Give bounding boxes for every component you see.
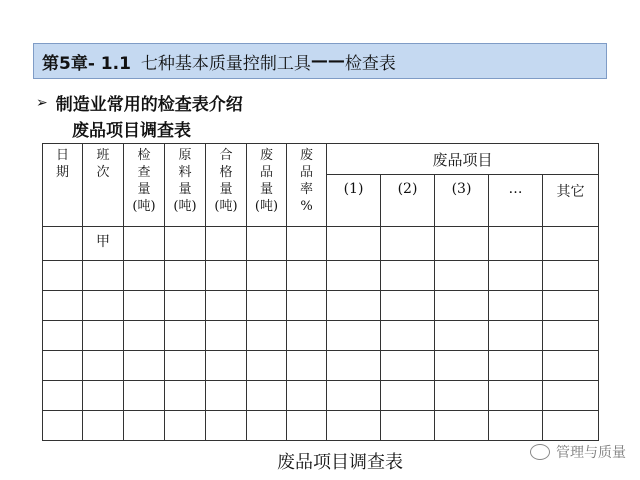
table-cell xyxy=(381,381,435,411)
watermark xyxy=(530,442,626,462)
table-cell xyxy=(327,321,381,351)
table-cell xyxy=(165,351,206,381)
col-date-header: 日 期 xyxy=(43,144,83,227)
watermark-text: 管理与质量 xyxy=(556,445,626,461)
table-cell xyxy=(287,227,327,261)
table-cell xyxy=(206,351,247,381)
table-cell xyxy=(247,291,287,321)
table-row xyxy=(43,351,599,381)
table-cell xyxy=(543,321,599,351)
table-cell xyxy=(206,321,247,351)
table-cell xyxy=(165,411,206,441)
table-cell xyxy=(43,411,83,441)
col-qualified-header: 合 格 量 (吨) xyxy=(206,144,247,227)
table-cell xyxy=(435,227,489,261)
table-cell xyxy=(381,321,435,351)
bullet-heading xyxy=(36,90,243,115)
defect-check-sheet xyxy=(42,143,599,441)
table-cell xyxy=(124,261,165,291)
table-cell xyxy=(287,351,327,381)
table-cell xyxy=(287,261,327,291)
table-cell xyxy=(165,321,206,351)
header-row-1 xyxy=(43,144,599,175)
table-cell xyxy=(381,261,435,291)
table-cell xyxy=(489,291,543,321)
table-cell xyxy=(124,411,165,441)
chat-bubble-icon xyxy=(530,444,550,460)
table-cell xyxy=(435,381,489,411)
title-prefix: 第5章- 1.1 xyxy=(42,53,131,74)
table-cell xyxy=(247,351,287,381)
table-cell xyxy=(489,411,543,441)
sub-heading: 废品项目调查表 xyxy=(72,121,191,141)
table-cell xyxy=(206,291,247,321)
table-row xyxy=(43,321,599,351)
table-cell xyxy=(247,321,287,351)
table-cell xyxy=(83,351,124,381)
table-cell xyxy=(327,261,381,291)
col-defect-qty-header: 废 品 量 (吨) xyxy=(247,144,287,227)
table-cell xyxy=(83,321,124,351)
table-cell xyxy=(43,381,83,411)
table-cell xyxy=(83,411,124,441)
table-cell xyxy=(43,261,83,291)
table-cell xyxy=(43,351,83,381)
table-cell xyxy=(124,321,165,351)
table-cell xyxy=(543,261,599,291)
table-cell xyxy=(206,411,247,441)
table-row xyxy=(43,227,599,261)
table-cell xyxy=(206,381,247,411)
table-cell xyxy=(435,291,489,321)
table-cell xyxy=(83,261,124,291)
col-inspected-header: 检 查 量 (吨) xyxy=(124,144,165,227)
table-cell xyxy=(287,411,327,441)
col-shift-header: 班 次 xyxy=(83,144,124,227)
table-row xyxy=(43,381,599,411)
table-cell xyxy=(124,291,165,321)
table-cell xyxy=(165,261,206,291)
table-cell xyxy=(435,321,489,351)
table-cell xyxy=(287,381,327,411)
table-cell xyxy=(489,381,543,411)
title-suffix: 检查表 xyxy=(344,53,396,74)
defect-item-3-header: (3) xyxy=(435,175,489,227)
table-cell xyxy=(247,261,287,291)
table-cell xyxy=(489,321,543,351)
table-cell xyxy=(43,227,83,261)
defect-item-1-header: (1) xyxy=(327,175,381,227)
slide-title-bar xyxy=(33,43,607,79)
table-cell xyxy=(327,351,381,381)
table-cell xyxy=(287,291,327,321)
col-raw-material-header: 原 料 量 (吨) xyxy=(165,144,206,227)
table-cell xyxy=(543,351,599,381)
table-cell xyxy=(247,227,287,261)
table-cell xyxy=(327,411,381,441)
arrow-bullet-icon: ➢ xyxy=(36,94,48,111)
defect-item-more-header: … xyxy=(489,175,543,227)
table-cell xyxy=(124,381,165,411)
table-cell xyxy=(124,227,165,261)
table-caption: 废品项目调查表 xyxy=(277,452,403,473)
table-cell xyxy=(83,291,124,321)
table-cell xyxy=(381,291,435,321)
table-cell xyxy=(543,227,599,261)
table-cell xyxy=(43,321,83,351)
table-cell xyxy=(124,351,165,381)
table-row xyxy=(43,261,599,291)
title-dash: —— xyxy=(310,51,345,71)
table-cell xyxy=(381,411,435,441)
table-cell xyxy=(381,351,435,381)
table-cell xyxy=(435,261,489,291)
table-cell xyxy=(206,261,247,291)
table-cell xyxy=(247,411,287,441)
table-cell xyxy=(206,227,247,261)
table-cell xyxy=(543,381,599,411)
table-cell xyxy=(287,321,327,351)
defect-item-2-header: (2) xyxy=(381,175,435,227)
table-cell xyxy=(543,291,599,321)
shift-cell: 甲 xyxy=(83,227,124,261)
title-main: 七种基本质量控制工具 xyxy=(140,53,311,74)
defect-items-header: 废品项目 xyxy=(327,144,599,175)
col-defect-rate-header: 废 品 率 % xyxy=(287,144,327,227)
table-row xyxy=(43,411,599,441)
table-cell xyxy=(489,227,543,261)
table-cell xyxy=(247,381,287,411)
table-cell xyxy=(165,381,206,411)
table-row xyxy=(43,291,599,321)
table-cell xyxy=(327,291,381,321)
table-cell xyxy=(83,381,124,411)
bullet-text: 制造业常用的检查表介绍 xyxy=(55,95,243,115)
table-cell xyxy=(543,411,599,441)
defect-item-other-header: 其它 xyxy=(543,175,599,227)
table-cell xyxy=(327,227,381,261)
table-cell xyxy=(435,351,489,381)
table-cell xyxy=(165,291,206,321)
table-cell xyxy=(43,291,83,321)
table-cell xyxy=(327,381,381,411)
table-cell xyxy=(165,227,206,261)
table-cell xyxy=(435,411,489,441)
table-cell xyxy=(489,351,543,381)
table-cell xyxy=(381,227,435,261)
table-cell xyxy=(489,261,543,291)
